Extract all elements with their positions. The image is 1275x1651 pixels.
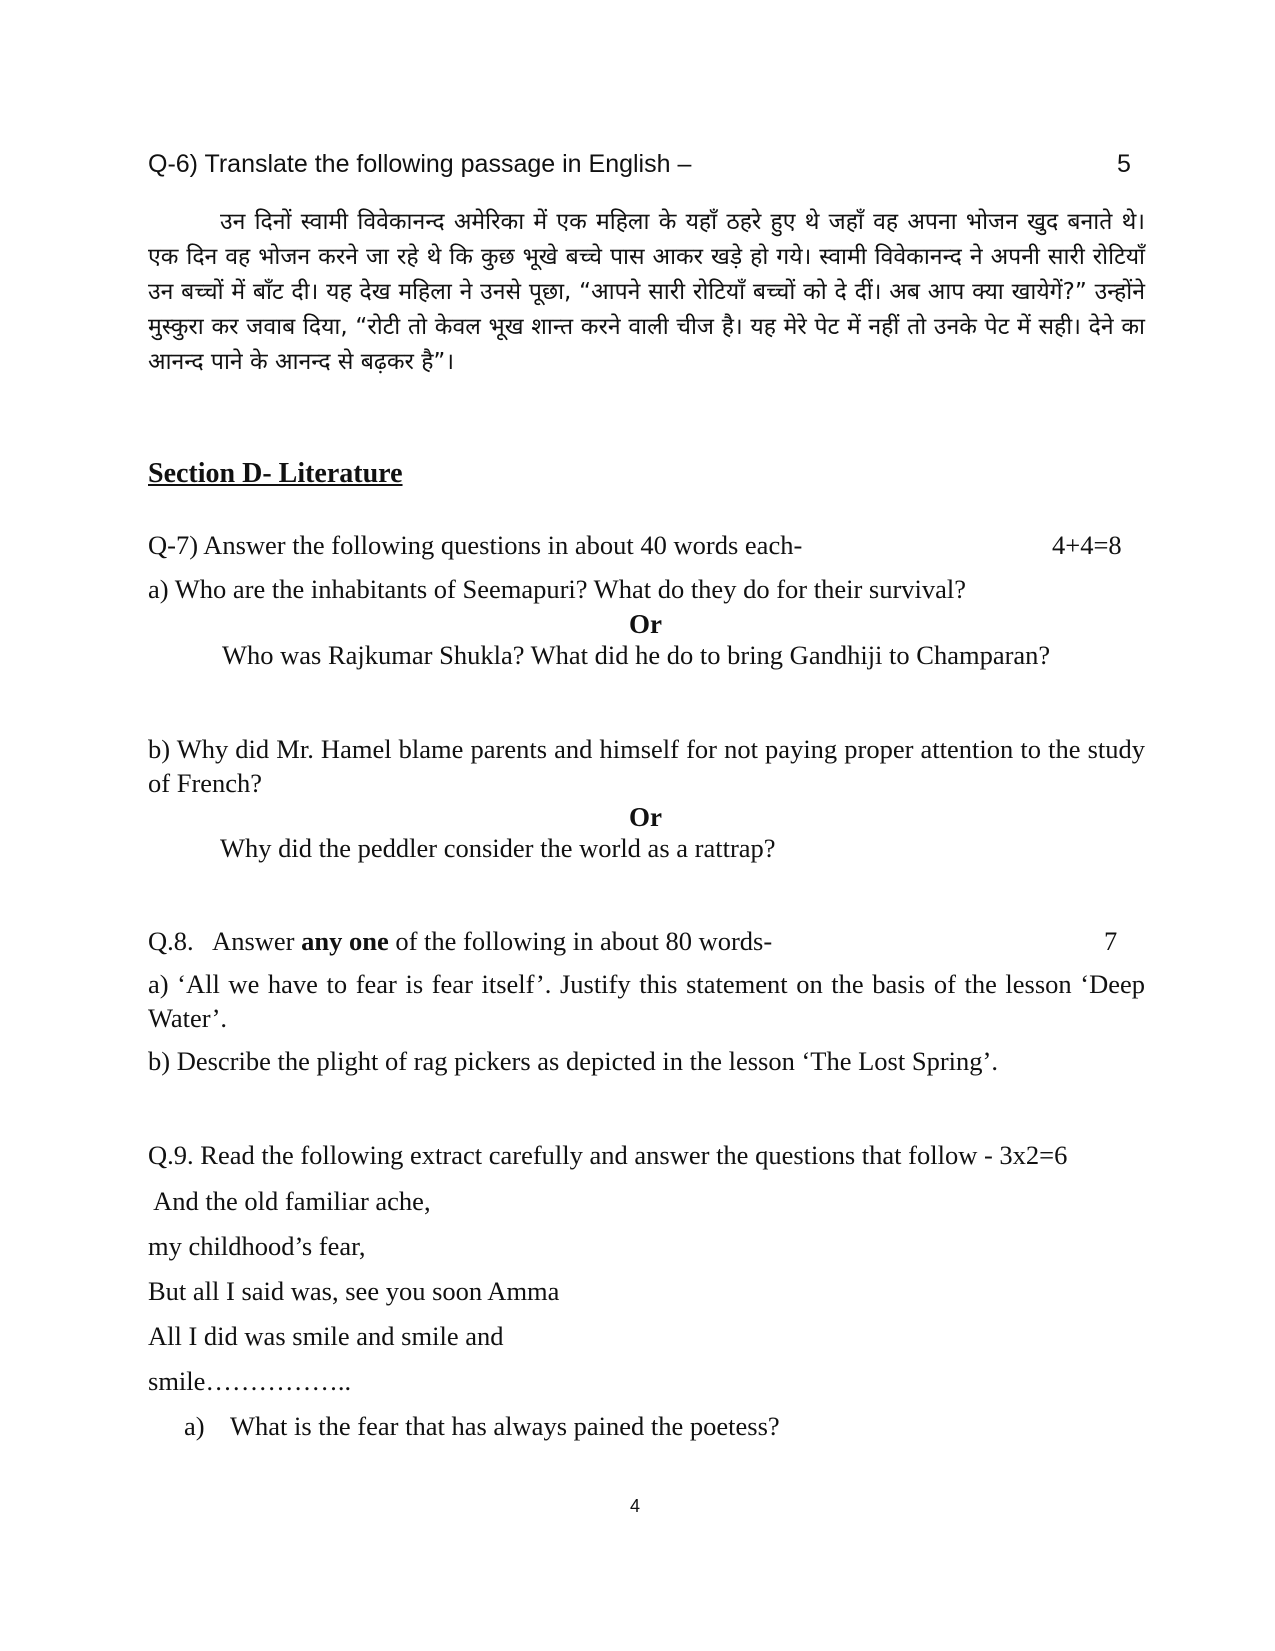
poem-line: my childhood’s fear, <box>148 1231 366 1261</box>
q8-part-b: b) Describe the plight of rag pickers as depicted in the lesson ‘The Lost Spring’. <box>148 1046 998 1076</box>
q7-part-b: b) Why did Mr. Hamel blame parents and himself for not paying proper attention to the study of French? <box>148 734 1145 798</box>
q7-heading: Q-7) Answer the following questions in about 40 words each- <box>148 530 803 560</box>
section-d-title: Section D- Literature <box>148 458 403 489</box>
poem-line: smile…………….. <box>148 1366 352 1396</box>
q8-marks: 7 <box>1104 926 1118 956</box>
q9-subq-text: What is the fear that has always pained the poetess? <box>230 1411 780 1441</box>
q6-heading: Q-6) Translate the following passage in English – <box>148 150 692 178</box>
q8-heading: Q.8. Answer any one of the following in about 80 words- <box>148 926 773 956</box>
poem-line: But all I said was, see you soon Amma <box>148 1276 560 1306</box>
poem-line: And the old familiar ache, <box>148 1186 431 1216</box>
q7-a-or: Or <box>629 609 662 639</box>
poem-line: All I did was smile and smile and <box>148 1321 504 1351</box>
q9-heading: Q.9. Read the following extract carefully and answer the questions that follow - 3x2=6 <box>148 1140 1068 1170</box>
q7-marks: 4+4=8 <box>1052 530 1122 560</box>
q7-b-or: Or <box>629 802 662 832</box>
page-number: 4 <box>630 1496 641 1516</box>
q7-part-b-alternative: Why did the peddler consider the world as a rattrap? <box>220 833 776 863</box>
q8-part-a: a) ‘All we have to fear is fear itself’. Justify this statement on the basis of the lesson ‘Deep Water’. <box>148 969 1145 1033</box>
q8-heading-emphasis: any one <box>301 926 389 956</box>
q7-part-a: a) Who are the inhabitants of Seemapuri? What do they do for their survival? <box>148 574 967 604</box>
q9-subq-label: a) <box>184 1411 205 1441</box>
q6-hindi-passage: उन दिनों स्वामी विवेकानन्द अमेरिका में एक महिला के यहाँ ठहरे हुए थे जहाँ वह अपना भोजन खुद बनाते थे। एक दिन वह भोजन करने जा रहे थे कि कुछ भूखे बच्चे पास आकर खड़े हो गये। स्वामी विवेकानन्द ने अपनी सारी रोटियाँ उन बच्चों में बाँट दी। यह देख महिला ने उनसे पूछा, “आपने सारी रोटियाँ बच्चों को दे दीं। अब आप क्या खायेगें?” उन्होंने मुस्कुरा कर जवाब दिया, “रोटी तो केवल भूख शान्त करने वाली चीज है। यह मेरे पेट में नहीं तो उनके पेट में सही। देने का आनन्द पाने के आनन्द से बढ़कर है”। <box>148 209 1145 375</box>
q6-marks: 5 <box>1117 150 1131 178</box>
q7-part-a-alternative: Who was Rajkumar Shukla? What did he do to bring Gandhiji to Champaran? <box>222 640 1051 670</box>
